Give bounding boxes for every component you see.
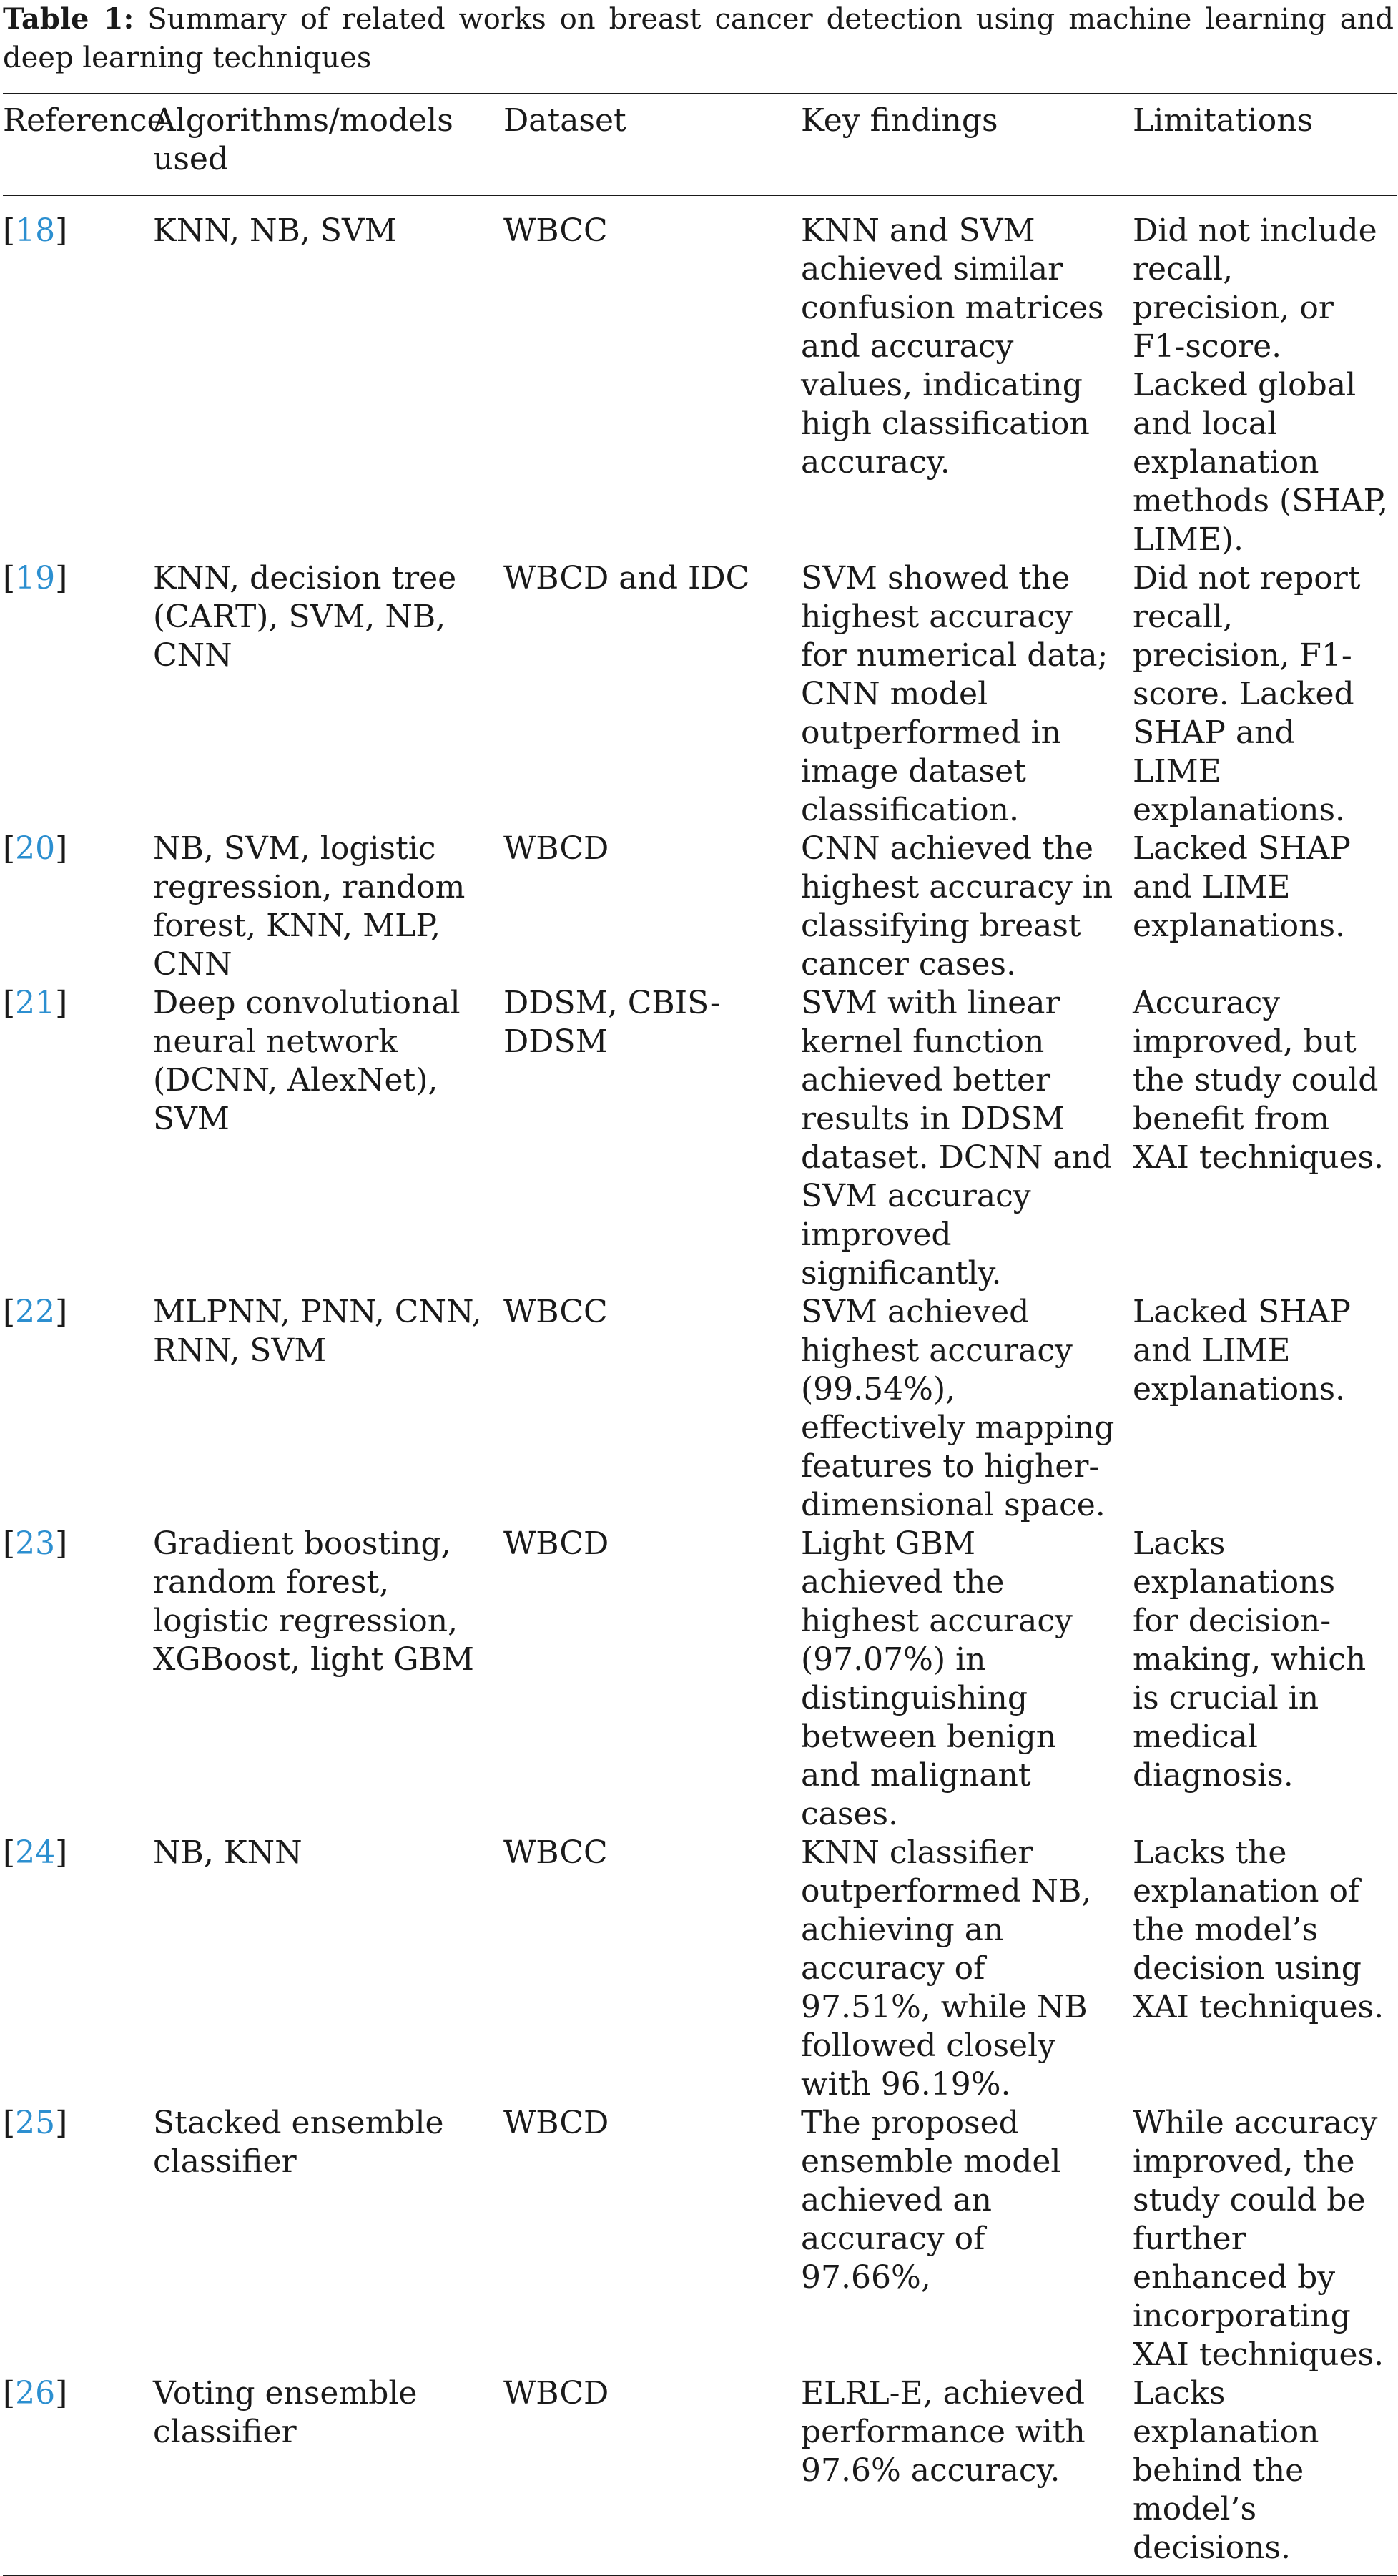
table-row xyxy=(3,195,1397,559)
dataset-cell-text: WBCD xyxy=(503,830,609,867)
reference-cell xyxy=(3,195,153,559)
table-row xyxy=(3,559,1397,830)
bracket-close: ] xyxy=(55,985,68,1021)
dataset-cell-text: WBCC xyxy=(503,212,608,249)
header-dataset: Dataset xyxy=(503,94,801,195)
algorithms-cell xyxy=(153,1834,503,2104)
reference-link[interactable]: 19 xyxy=(15,560,56,596)
key-findings-cell xyxy=(801,559,1133,830)
limitations-cell xyxy=(1133,2374,1397,2575)
key-findings-cell-text: SVM with linear kernel function achieved better results in DDSM dataset. DCNN and SVM accuracy improved significantly. xyxy=(801,985,1113,1292)
reference-cell xyxy=(3,1834,153,2104)
key-findings-cell xyxy=(801,1834,1133,2104)
dataset-cell-text: WBCC xyxy=(503,1294,608,1330)
reference-link[interactable]: 20 xyxy=(15,830,56,867)
reference-link[interactable]: 18 xyxy=(15,212,56,249)
reference-cell xyxy=(3,830,153,984)
bracket-open: [ xyxy=(3,2105,16,2141)
key-findings-cell xyxy=(801,1525,1133,1834)
algorithms-cell-text: Stacked ensemble classifier xyxy=(153,2105,444,2180)
reference-link[interactable]: 23 xyxy=(15,1525,56,1562)
bracket-close: ] xyxy=(55,2375,68,2412)
table-row xyxy=(3,2104,1397,2374)
dataset-cell-text: WBCD xyxy=(503,2105,609,2141)
limitations-cell-text: Lacked SHAP and LIME explanations. xyxy=(1133,1294,1351,1407)
limitations-cell xyxy=(1133,1834,1397,2104)
table-row xyxy=(3,830,1397,984)
limitations-cell-text: Did not include recall, precision, or F1-score. Lacked global and local explanation methods (SHAP, LIME). xyxy=(1133,212,1389,558)
limitations-cell-text: Lacks the explanation of the model’s decision using XAI techniques. xyxy=(1133,1834,1384,2025)
limitations-cell-text: Did not report recall, precision, F1-score. Lacked SHAP and LIME explanations. xyxy=(1133,560,1361,828)
related-works-table xyxy=(3,93,1397,2576)
dataset-cell xyxy=(503,1293,801,1525)
bracket-open: [ xyxy=(3,212,16,249)
key-findings-cell xyxy=(801,2104,1133,2374)
key-findings-cell xyxy=(801,195,1133,559)
algorithms-cell xyxy=(153,984,503,1293)
limitations-cell xyxy=(1133,1525,1397,1834)
limitations-cell-text: Lacks explanations for decision-making, which is crucial in medical diagnosis. xyxy=(1133,1525,1367,1794)
bracket-close: ] xyxy=(55,2105,68,2141)
reference-cell xyxy=(3,2104,153,2374)
dataset-cell-text: WBCD xyxy=(503,1525,609,1562)
bracket-close: ] xyxy=(55,212,68,249)
reference-link[interactable]: 22 xyxy=(15,1294,56,1330)
algorithms-cell-text: Gradient boosting, random forest, logistic regression, XGBoost, light GBM xyxy=(153,1525,474,1678)
dataset-cell xyxy=(503,984,801,1293)
reference-link[interactable]: 21 xyxy=(15,985,56,1021)
bracket-close: ] xyxy=(55,1294,68,1330)
key-findings-cell-text: KNN and SVM achieved similar confusion matrices and accuracy values, indicating high classification accuracy. xyxy=(801,212,1104,481)
key-findings-cell-text: SVM achieved highest accuracy (99.54%), effectively mapping features to higher-dimensional space. xyxy=(801,1294,1115,1523)
dataset-cell xyxy=(503,195,801,559)
bracket-open: [ xyxy=(3,560,16,596)
header-row xyxy=(3,94,1397,195)
key-findings-cell-text: SVM showed the highest accuracy for numerical data; CNN model outperformed in image dataset classification. xyxy=(801,560,1108,828)
header-key-findings: Key findings xyxy=(801,94,1133,195)
limitations-cell-text: Lacked SHAP and LIME explanations. xyxy=(1133,830,1351,944)
algorithms-cell-text: Deep convolutional neural network (DCNN, AlexNet), SVM xyxy=(153,985,461,1137)
limitations-cell xyxy=(1133,830,1397,984)
key-findings-cell-text: CNN achieved the highest accuracy in classifying breast cancer cases. xyxy=(801,830,1113,983)
key-findings-cell-text: ELRL-E, achieved performance with 97.6% accuracy. xyxy=(801,2375,1086,2489)
dataset-cell xyxy=(503,1834,801,2104)
limitations-cell-text: Lacks explanation behind the model’s decisions. xyxy=(1133,2375,1319,2566)
key-findings-cell xyxy=(801,830,1133,984)
header-algorithms-text: Algorithms/models used xyxy=(153,102,453,177)
algorithms-cell-text: NB, SVM, logistic regression, random forest, KNN, MLP, CNN xyxy=(153,830,466,983)
key-findings-cell-text: The proposed ensemble model achieved an accuracy of 97.66%, xyxy=(801,2105,1061,2296)
bracket-open: [ xyxy=(3,1525,16,1562)
reference-link[interactable]: 25 xyxy=(15,2105,56,2141)
dataset-cell-text: WBCC xyxy=(503,1834,608,1871)
algorithms-cell xyxy=(153,2104,503,2374)
reference-cell xyxy=(3,559,153,830)
limitations-cell xyxy=(1133,1293,1397,1525)
dataset-cell xyxy=(503,2374,801,2575)
key-findings-cell xyxy=(801,984,1133,1293)
table-row xyxy=(3,984,1397,1293)
dataset-cell-text: WBCD and IDC xyxy=(503,560,750,596)
header-limitations: Limitations xyxy=(1133,94,1397,195)
bracket-open: [ xyxy=(3,2375,16,2412)
algorithms-cell xyxy=(153,559,503,830)
bracket-open: [ xyxy=(3,1294,16,1330)
limitations-cell-text: Accuracy improved, but the study could benefit from XAI techniques. xyxy=(1133,985,1384,1176)
table-row xyxy=(3,1834,1397,2104)
table-label: Table 1: xyxy=(3,2,134,36)
limitations-cell xyxy=(1133,2104,1397,2374)
limitations-cell xyxy=(1133,195,1397,559)
bracket-close: ] xyxy=(55,1525,68,1562)
limitations-cell-text: While accuracy improved, the study could be further enhanced by incorporating XAI techniques. xyxy=(1133,2105,1384,2373)
bracket-open: [ xyxy=(3,985,16,1021)
table-row xyxy=(3,1293,1397,1525)
key-findings-cell-text: KNN classifier outperformed NB, achieving an accuracy of 97.51%, while NB followed closely with 96.19%. xyxy=(801,1834,1092,2103)
bracket-close: ] xyxy=(55,830,68,867)
table-body xyxy=(3,195,1397,2575)
bracket-open: [ xyxy=(3,830,16,867)
table-row xyxy=(3,2374,1397,2575)
header-algorithms xyxy=(153,94,503,195)
reference-link[interactable]: 26 xyxy=(15,2375,56,2412)
algorithms-cell-text: NB, KNN xyxy=(153,1834,302,1871)
reference-link[interactable]: 24 xyxy=(15,1834,56,1871)
dataset-cell xyxy=(503,830,801,984)
algorithms-cell-text: Voting ensemble classifier xyxy=(153,2375,418,2450)
algorithms-cell xyxy=(153,2374,503,2575)
table-row xyxy=(3,1525,1397,1834)
table-caption-text: Summary of related works on breast cancer detection using machine learning and deep learning techniques xyxy=(3,3,1394,74)
algorithms-cell xyxy=(153,1525,503,1834)
dataset-cell xyxy=(503,1525,801,1834)
bracket-close: ] xyxy=(55,560,68,596)
table-header xyxy=(3,94,1397,195)
dataset-cell xyxy=(503,2104,801,2374)
dataset-cell-text: WBCD xyxy=(503,2375,609,2412)
reference-cell xyxy=(3,984,153,1293)
key-findings-cell xyxy=(801,1293,1133,1525)
header-reference: Reference xyxy=(3,94,153,195)
algorithms-cell-text: KNN, NB, SVM xyxy=(153,212,397,249)
dataset-cell xyxy=(503,559,801,830)
key-findings-cell xyxy=(801,2374,1133,2575)
bracket-close: ] xyxy=(55,1834,68,1871)
dataset-cell-text: DDSM, CBIS-DDSM xyxy=(503,985,721,1060)
bracket-open: [ xyxy=(3,1834,16,1871)
algorithms-cell-text: MLPNN, PNN, CNN, RNN, SVM xyxy=(153,1294,482,1369)
limitations-cell xyxy=(1133,559,1397,830)
table-caption xyxy=(3,0,1394,77)
reference-cell xyxy=(3,1293,153,1525)
algorithms-cell xyxy=(153,1293,503,1525)
reference-cell xyxy=(3,2374,153,2575)
algorithms-cell xyxy=(153,195,503,559)
key-findings-cell-text: Light GBM achieved the highest accuracy (97.07%) in distinguishing between benign and malignant cases. xyxy=(801,1525,1073,1832)
algorithms-cell xyxy=(153,830,503,984)
reference-cell xyxy=(3,1525,153,1834)
limitations-cell xyxy=(1133,984,1397,1293)
algorithms-cell-text: KNN, decision tree (CART), SVM, NB, CNN xyxy=(153,560,457,674)
